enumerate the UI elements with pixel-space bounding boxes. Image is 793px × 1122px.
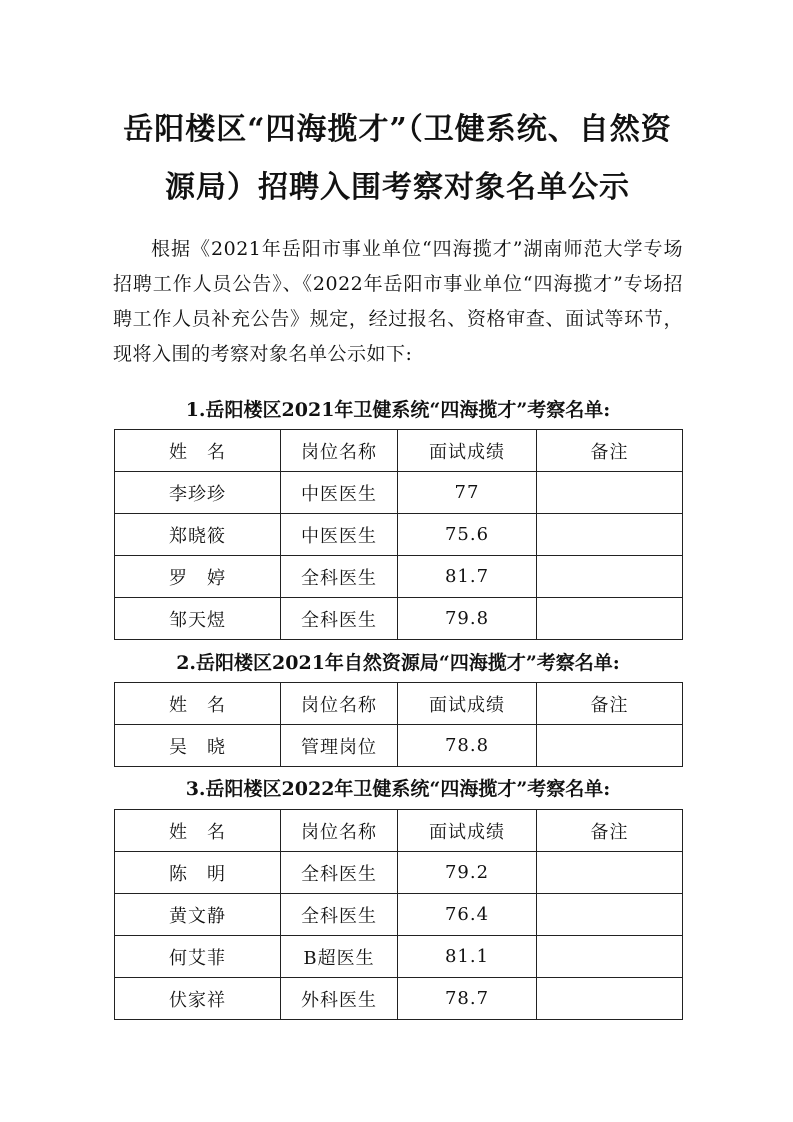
- section-3-table: [114, 809, 683, 1020]
- table-row: [115, 936, 683, 978]
- header-post: 岗位名称: [281, 430, 398, 472]
- table-header-row: [115, 430, 683, 472]
- cell-name: 吴 晓: [115, 725, 281, 767]
- cell-note: [537, 894, 683, 936]
- cell-post: 管理岗位: [281, 725, 398, 767]
- table-row: [115, 852, 683, 894]
- section-3-title: 3.岳阳楼区2022年卫健系统“四海揽才”考察名单:: [185, 778, 611, 800]
- cell-name: 郑晓筱: [115, 514, 281, 556]
- cell-score: 77: [398, 472, 537, 514]
- cell-post: 全科医生: [281, 598, 398, 640]
- section-1-title: 1.岳阳楼区2021年卫健系统“四海揽才”考察名单:: [185, 399, 611, 421]
- table-header-row: [115, 810, 683, 852]
- cell-note: [537, 556, 683, 598]
- document-title-line-1: 岳阳楼区“四海揽才”（卫健系统、自然资: [123, 112, 672, 147]
- document-title-line-2: 源局）招聘入围考察对象名单公示: [165, 170, 630, 205]
- cell-name: 黄文静: [115, 894, 281, 936]
- header-note: 备注: [537, 810, 683, 852]
- cell-name: 何艾菲: [115, 936, 281, 978]
- section-2-title: 2.岳阳楼区2021年自然资源局“四海揽才”考察名单:: [176, 652, 620, 674]
- cell-note: [537, 936, 683, 978]
- cell-note: [537, 514, 683, 556]
- cell-score: 78.8: [398, 725, 537, 767]
- cell-post: 中医医生: [281, 472, 398, 514]
- intro-paragraph: 根据《2021年岳阳市事业单位“四海揽才”湖南师范大学专场招聘工作人员公告》、《2022年岳阳市事业单位“四海揽才”专场招聘工作人员补充公告》规定，经过报名、资格审查、面试等环节，现将入围的考察对象名单公示如下:: [113, 238, 683, 365]
- cell-score: 79.8: [398, 598, 537, 640]
- table-row: [115, 598, 683, 640]
- cell-score: 76.4: [398, 894, 537, 936]
- header-note: 备注: [537, 430, 683, 472]
- cell-name: 罗 婷: [115, 556, 281, 598]
- table-row: [115, 556, 683, 598]
- header-name: 姓 名: [115, 430, 281, 472]
- cell-note: [537, 598, 683, 640]
- section-1-table: [114, 429, 683, 640]
- cell-note: [537, 472, 683, 514]
- cell-note: [537, 725, 683, 767]
- cell-note: [537, 978, 683, 1020]
- cell-score: 81.1: [398, 936, 537, 978]
- cell-score: 75.6: [398, 514, 537, 556]
- table-row: [115, 725, 683, 767]
- header-score: 面试成绩: [398, 683, 537, 725]
- cell-score: 81.7: [398, 556, 537, 598]
- table-row: [115, 894, 683, 936]
- cell-name: 伏家祥: [115, 978, 281, 1020]
- cell-post: 全科医生: [281, 556, 398, 598]
- cell-note: [537, 852, 683, 894]
- cell-name: 李珍珍: [115, 472, 281, 514]
- header-score: 面试成绩: [398, 810, 537, 852]
- header-name: 姓 名: [115, 683, 281, 725]
- table-row: [115, 514, 683, 556]
- table-header-row: [115, 683, 683, 725]
- cell-name: 邹天煜: [115, 598, 281, 640]
- header-score: 面试成绩: [398, 430, 537, 472]
- cell-post: 全科医生: [281, 852, 398, 894]
- cell-post: 全科医生: [281, 894, 398, 936]
- header-name: 姓 名: [115, 810, 281, 852]
- header-post: 岗位名称: [281, 683, 398, 725]
- cell-post: 外科医生: [281, 978, 398, 1020]
- cell-score: 79.2: [398, 852, 537, 894]
- table-row: [115, 472, 683, 514]
- section-2-table: [114, 682, 683, 767]
- cell-post: B超医生: [281, 936, 398, 978]
- cell-post: 中医医生: [281, 514, 398, 556]
- header-note: 备注: [537, 683, 683, 725]
- table-row: [115, 978, 683, 1020]
- cell-name: 陈 明: [115, 852, 281, 894]
- header-post: 岗位名称: [281, 810, 398, 852]
- cell-score: 78.7: [398, 978, 537, 1020]
